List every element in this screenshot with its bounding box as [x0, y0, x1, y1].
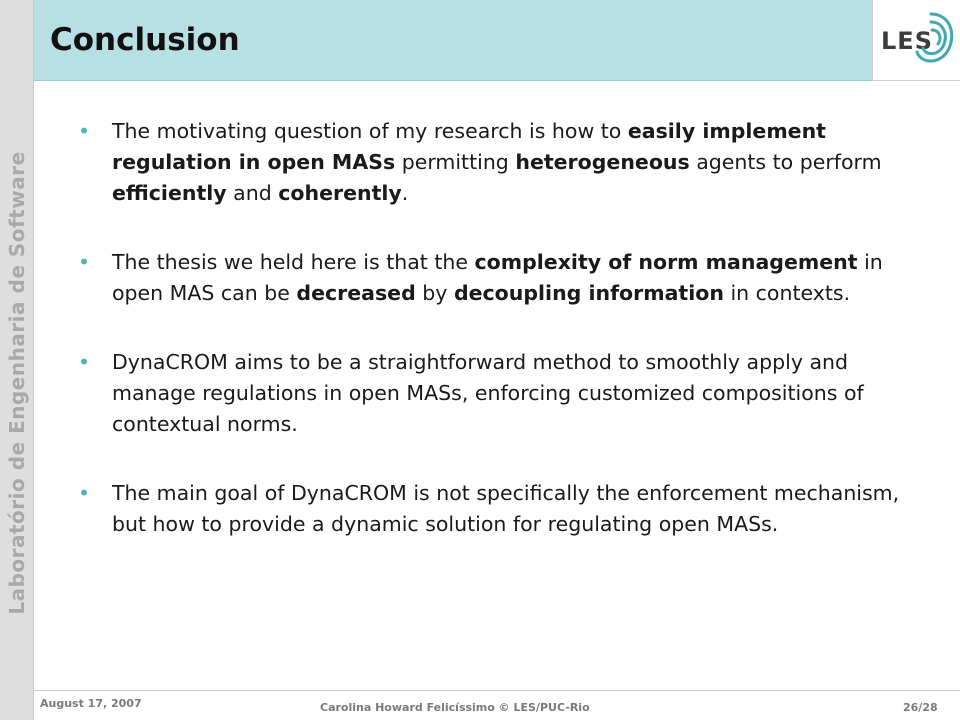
text-segment: The main goal of DynaCROM is not specifically the enforcement mechanism, but how to provide a dynamic solution for regulating open MASs.: [112, 481, 900, 536]
footer-page-number: 26/28: [903, 701, 938, 714]
bullet-list: [78, 116, 908, 578]
bullet-item: [78, 116, 908, 209]
bold-text: easily implement regulation in open MASs: [112, 119, 826, 174]
sidebar-label: Laboratório de Engenharia de Software: [5, 151, 29, 615]
text-segment: The motivating question of my research is how to: [112, 119, 628, 143]
bullet-item: [78, 478, 908, 540]
text-segment: The thesis we held here is that the: [112, 250, 475, 274]
bullet-item: [78, 347, 908, 440]
text-segment: by: [415, 281, 454, 305]
footer-author: Carolina Howard Felicíssimo © LES/PUC-Rio: [320, 701, 590, 714]
sidebar: [0, 0, 34, 720]
logo-swirl-icon: [907, 8, 959, 70]
text-segment: in open MAS can be: [112, 250, 883, 305]
footer-divider: [34, 690, 960, 691]
logo-text: LES: [881, 27, 933, 55]
bullet-item: [78, 247, 908, 309]
text-segment: and: [226, 181, 279, 205]
footer-date: August 17, 2007: [40, 697, 142, 710]
text-segment: .: [401, 181, 409, 205]
text-segment: permitting: [395, 150, 516, 174]
slide-header: [34, 0, 872, 81]
bold-text: complexity of norm management: [474, 250, 858, 274]
bold-text: decreased: [296, 281, 416, 305]
bold-text: heterogeneous: [515, 150, 690, 174]
bold-text: decoupling information: [453, 281, 724, 305]
text-segment: in contexts.: [723, 281, 851, 305]
text-segment: agents to perform: [689, 150, 882, 174]
slide-title: Conclusion: [50, 22, 240, 58]
bold-text: efficiently: [112, 181, 227, 205]
bold-text: coherently: [278, 181, 402, 205]
les-logo: [872, 0, 960, 81]
text-segment: DynaCROM aims to be a straightforward method to smoothly apply and manage regulations in open MASs, enforcing customized compositions of contextual norms.: [112, 350, 864, 436]
